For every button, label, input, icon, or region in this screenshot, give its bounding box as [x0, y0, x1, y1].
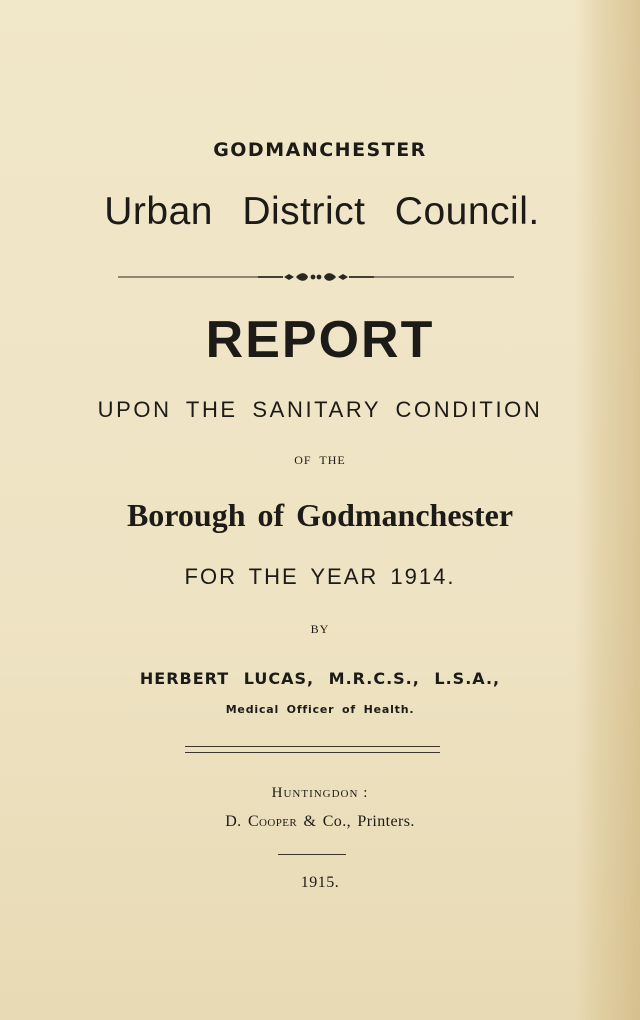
author-title: Medical Officer of Health. — [225, 703, 415, 716]
publication-year: 1915. — [300, 874, 340, 891]
printer-suffix: & Co., Printers. — [297, 813, 415, 830]
council-name: Urban District Council. — [104, 190, 540, 233]
by-line: BY — [310, 622, 330, 636]
short-rule-divider — [278, 854, 346, 855]
double-rule-divider — [185, 746, 440, 753]
imprint-place: Huntingdon : — [271, 785, 369, 801]
author-name: HERBERT LUCAS, M.R.C.S., L.S.A., — [139, 669, 501, 688]
year-line: FOR THE YEAR 1914. — [184, 564, 456, 589]
place-heading: GODMANCHESTER — [213, 139, 427, 161]
subject-line: UPON THE SANITARY CONDITION — [97, 397, 543, 422]
report-title: REPORT — [205, 311, 435, 369]
printer-name: D. Cooper — [225, 813, 298, 830]
ornamental-rule — [118, 269, 514, 285]
borough-name: Borough of Godmanchester — [126, 497, 514, 533]
of-the-line: OF THE — [294, 453, 346, 467]
imprint-printer — [0, 813, 640, 831]
